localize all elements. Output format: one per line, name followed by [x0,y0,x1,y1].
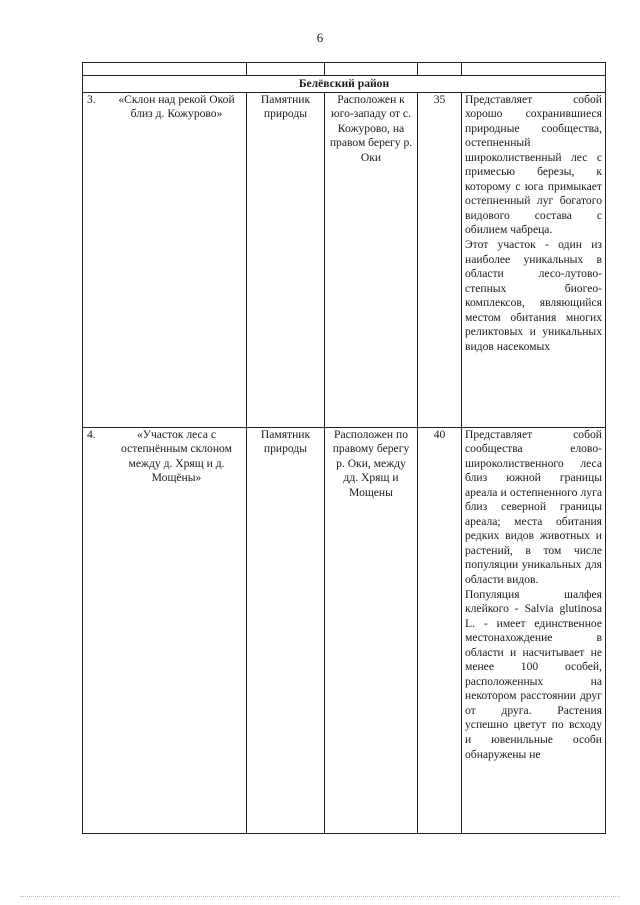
table-row [83,92,606,427]
location-cell: Расположен к юго-западу от с. Кожурово, на правом берегу р. Оки [325,92,418,427]
description-paragraph: Популяция шалфея клейкого - Salvia glutinosa L. - имеет единственное местонахождение в области и насчитывает не менее 100 особей, расположенных на некотором расстоянии друг от друга. Растения успешно цветут по всходу и ювенильные особи обнаружены не [465,587,602,761]
header-cell [462,63,606,76]
header-cell [247,63,325,76]
description-paragraph: Представляет собой хорошо сохранившиеся природные сообщества, остепненный широколиственный лес с примесью березы, к которому с юга примыкает остепненный луг богатого видового состава с обилием чабреца. [465,92,602,237]
table-header-row [83,63,606,76]
protected-areas-table [82,62,606,834]
site-name: «Склон над рекой Окой близ д. Кожурово» [118,92,235,121]
row-number: 4. [87,427,96,441]
category-cell: Памятник природы [247,92,325,427]
header-cell [325,63,418,76]
description-paragraph: Представляет собой сообщества елово-широколиственного леса близ южной границы ареала и остепненного луга близ северной границы ареала; места обитания редких видов животных и растений, в том числе популяции уникальных для области видов. [465,427,602,587]
location-cell: Расположен по правому берегу р. Оки, между дд. Хрящ и Мощены [325,427,418,833]
district-row [83,76,606,93]
area-cell: 35 [418,92,462,427]
table-row [83,427,606,833]
name-cell [83,427,247,833]
description-cell [462,427,606,833]
page-number: 6 [316,30,324,45]
category-cell: Памятник природы [247,427,325,833]
row-number: 3. [87,92,96,106]
description-cell [462,92,606,427]
name-cell [83,92,247,427]
site-name: «Участок леса с остепнённым склоном между д. Хрящ и д. Мощёны» [121,427,232,485]
header-cell [83,63,247,76]
description-paragraph: Этот участок - один из наиболее уникальных в области лесо-лутово-степных биогео- комплексов, являющийся местом обитания многих реликтовых и уникальных видов насекомых [465,238,602,353]
scan-artifact-line [20,896,620,897]
area-cell: 40 [418,427,462,833]
district-title: Белёвский район [83,76,606,93]
header-cell [418,63,462,76]
